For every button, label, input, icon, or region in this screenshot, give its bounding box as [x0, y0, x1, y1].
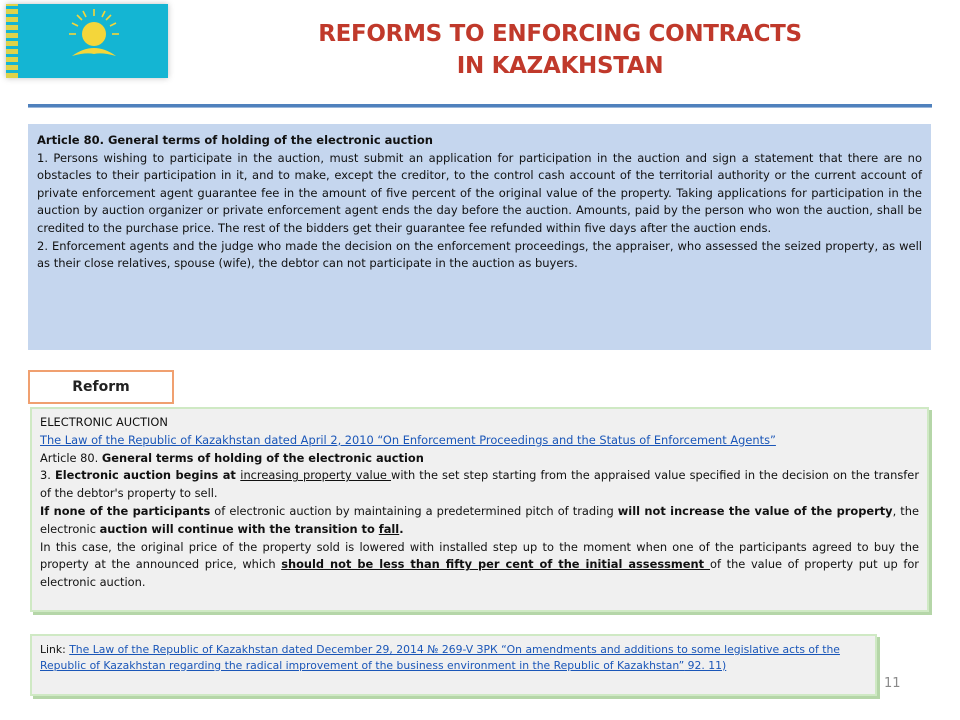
title-line-1: REFORMS TO ENFORCING CONTRACTS — [318, 21, 802, 47]
reform-article-line — [40, 450, 919, 468]
p4-bold-3: auction will continue with the transition to — [99, 521, 379, 536]
link-label: Link: — [40, 643, 70, 656]
p3-rest: with the set step starting from the appraised value specified in the decision on the transfer of the debtor's property to sell. — [40, 468, 919, 501]
reform-paragraph-3 — [40, 467, 919, 503]
p4-fall: fall — [378, 521, 400, 536]
p4-bold-2: will not increase the value of the property — [617, 503, 893, 518]
page-number: 11 — [884, 676, 901, 691]
p3-underline: increasing property value — [240, 468, 392, 483]
article-title: General terms of holding of the electronic auction — [101, 450, 424, 465]
article-heading: Article 80. General terms of holding of the electronic auction — [37, 133, 433, 147]
article-paragraph-2: 2. Enforcement agents and the judge who made the decision on the enforcement proceedings, the appraiser, who assessed the seized property, as well as their close relatives, spouse (wife), the debtor can not participate in the auction as buyers. — [37, 238, 922, 271]
p3-num: 3. — [40, 468, 55, 483]
p4-text-2: , the electronic — [40, 503, 919, 536]
flag-emblem-icon — [6, 4, 168, 78]
article-80-box — [28, 124, 931, 350]
amendment-law-link[interactable]: The Law of the Republic of Kazakhstan dated December 29, 2014 № 269-V ЗРК “On amendments and additions to some legislative acts of the Republic of Kazakhstan regarding the radical improvement of the business environment in the Republic of Kazakhstan” — [40, 643, 840, 672]
p4-end: . — [399, 521, 404, 536]
reform-paragraph-4 — [40, 503, 919, 539]
reform-paragraph-5 — [40, 539, 919, 592]
p5-text-1: In this case, the original price of the property sold is lowered with installed step up to the moment when one of the participants agreed to buy the property at the announced price, which — [40, 539, 919, 572]
article-paragraph-1: 1. Persons wishing to participate in the auction, must submit an application for participation in the auction and sign a statement that there are no obstacles to their participation in it, and to make, except the creditor, to the control cash account of the territorial authority or the current account of private enforcement agent guarantee fee in the amount of five percent of the original value of the property. Taking applications for participation in the auction by auction organizer or private enforcement agent ends the day before the auction. Amounts, paid by the person who won the auction, shall be credited to the purchase price. The rest of the bidders get their guarantee fee refunded within five days after the auction ends. — [37, 150, 922, 235]
p3-bold: Electronic auction begins at — [54, 468, 241, 483]
law-link[interactable]: The Law of the Republic of Kazakhstan dated April 2, 2010 “On Enforcement Proceedings and the Status of Enforcement Agents” — [40, 432, 776, 447]
reform-box — [30, 407, 929, 612]
article-prefix: Article 80. — [40, 450, 102, 465]
p5-bold: should not be less than fifty per cent of the initial assessment — [281, 557, 710, 572]
reform-label: Reform — [28, 370, 174, 404]
page-title — [270, 18, 850, 82]
title-line-2: IN KAZAKHSTAN — [456, 53, 664, 79]
p4-bold-1: If none of the participants — [40, 503, 211, 518]
link-box — [30, 634, 877, 696]
reform-heading: ELECTRONIC AUCTION — [40, 415, 168, 429]
amendment-law-suffix[interactable]: 92. 11) — [684, 658, 727, 672]
p4-text-1: of electronic auction by maintaining a predetermined pitch of trading — [210, 503, 618, 518]
kazakhstan-flag-icon — [6, 4, 168, 78]
p5-text-2: of the value of property put up for electronic auction. — [40, 557, 919, 590]
title-divider — [28, 104, 932, 108]
